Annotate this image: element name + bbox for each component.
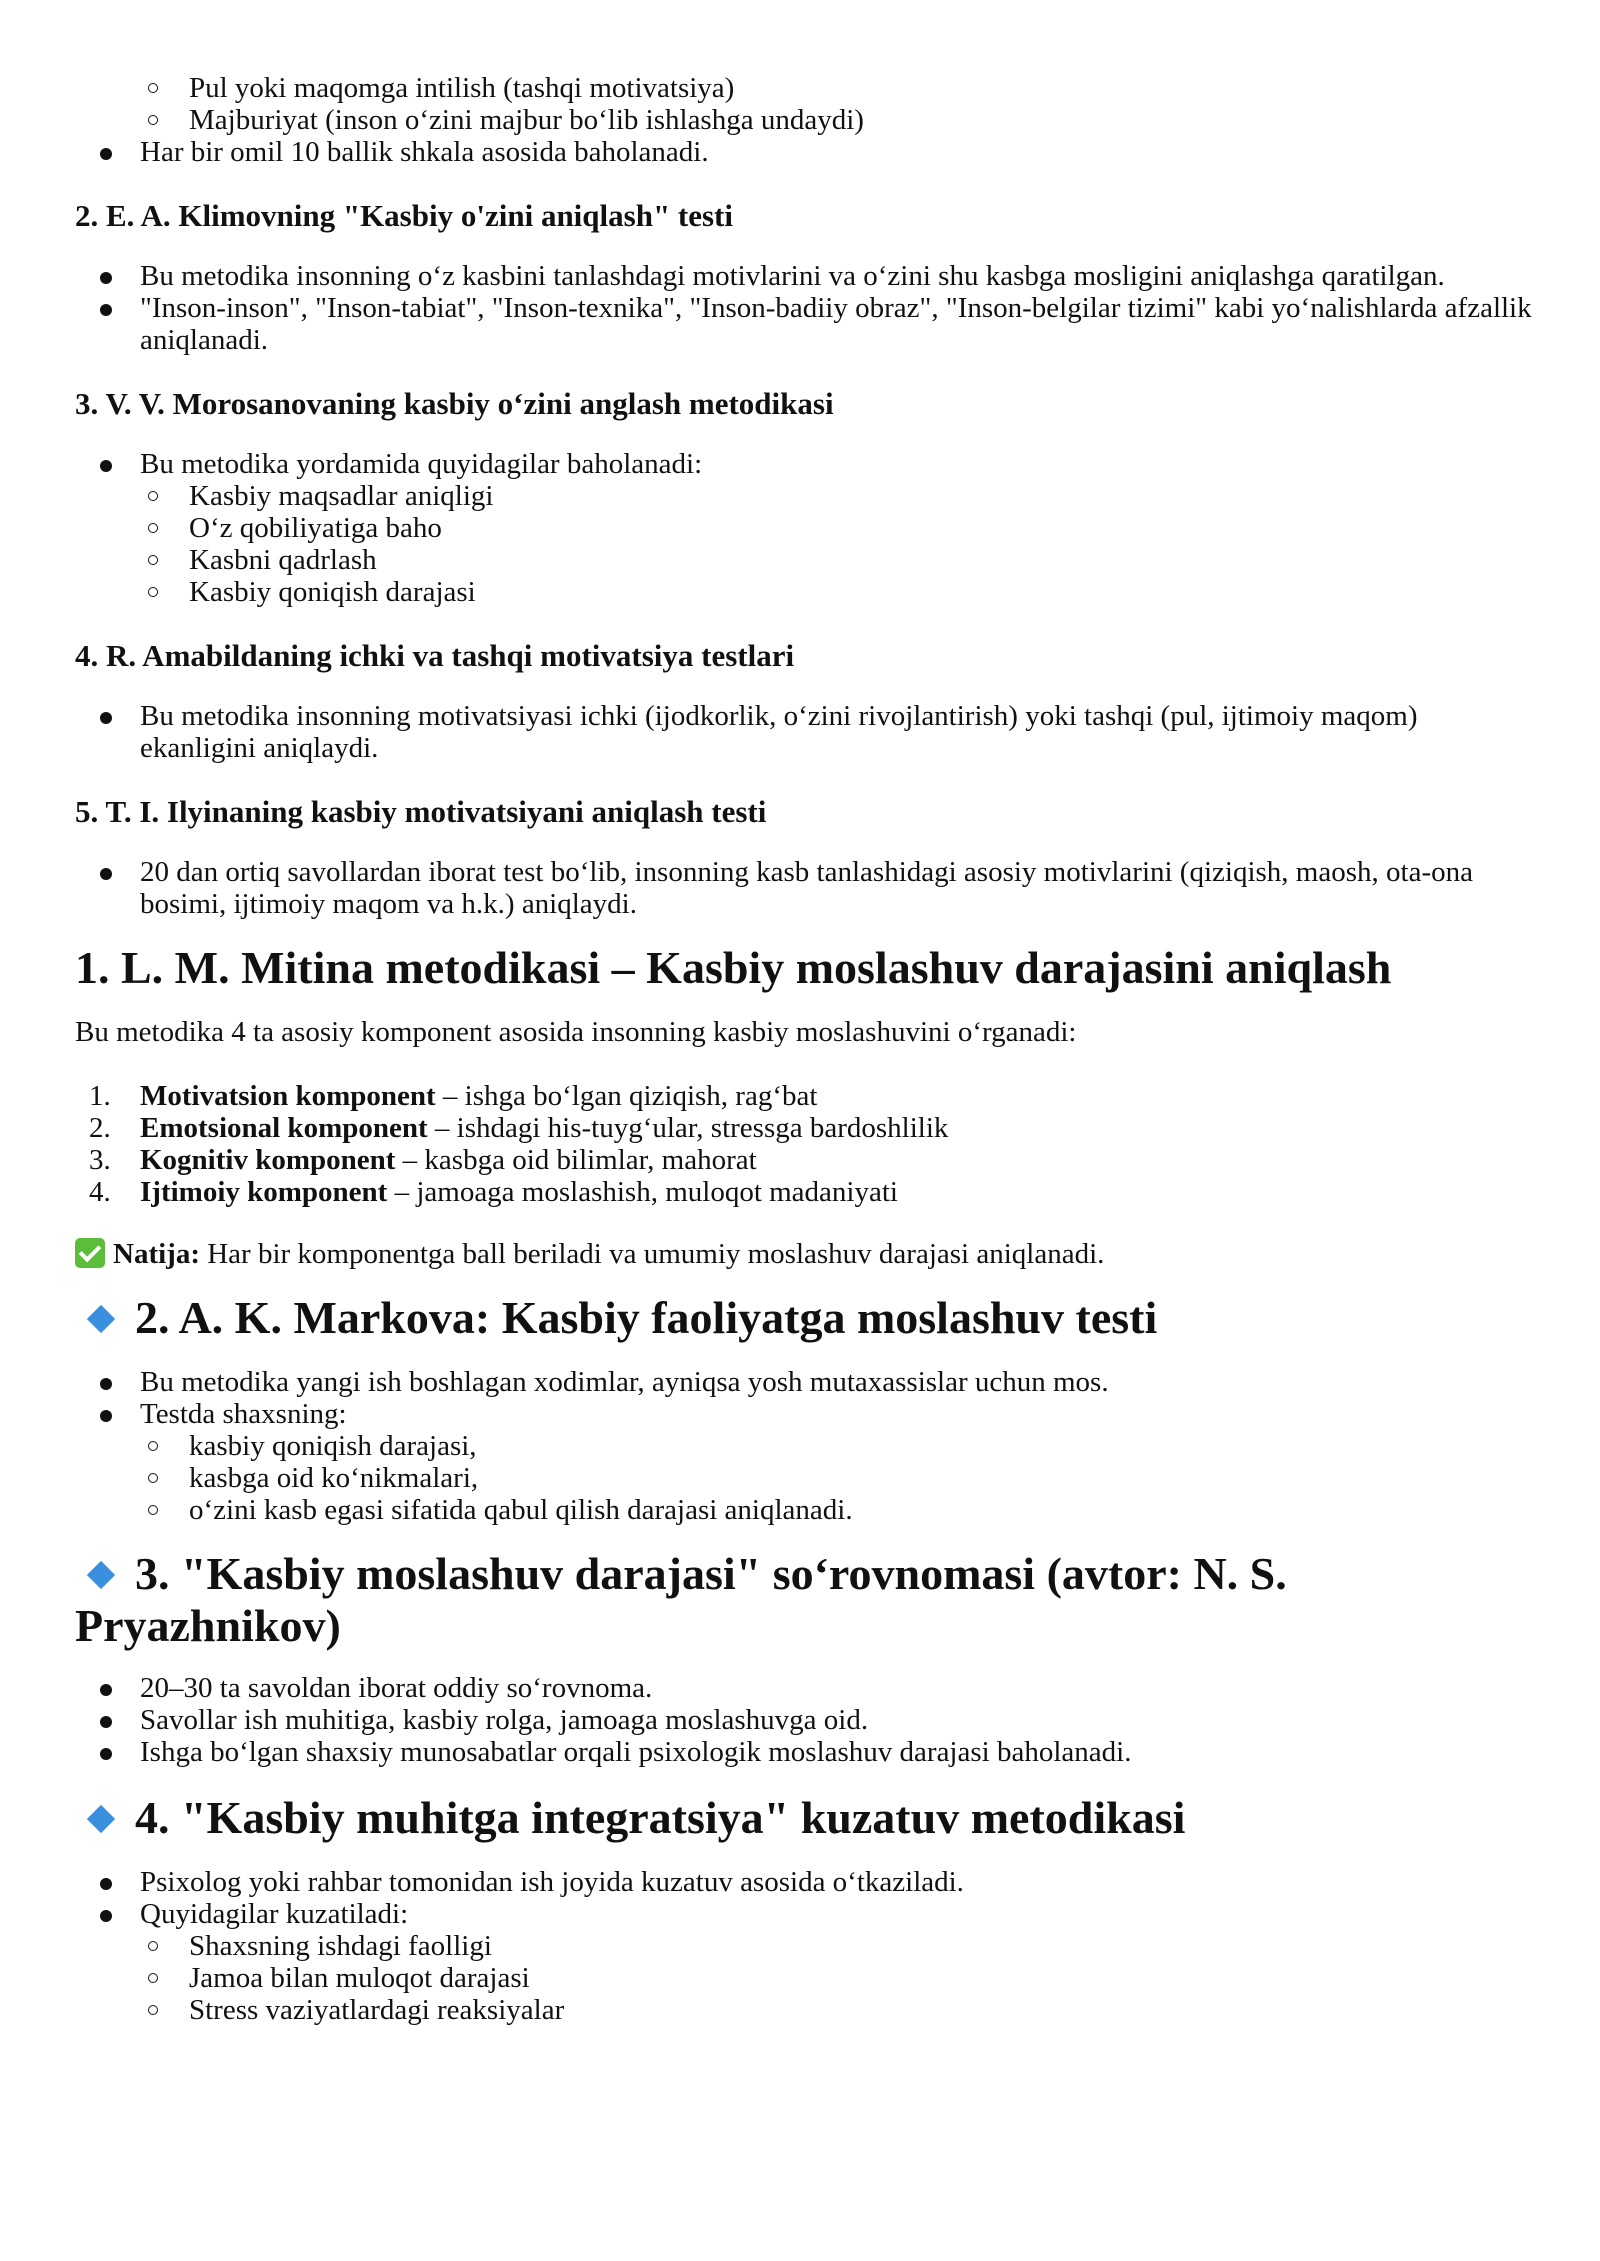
- list-item: Har bir omil 10 ballik shkala asosida baholanadi.: [75, 136, 1540, 168]
- diamond-icon: [87, 1561, 115, 1589]
- list-item: Psixolog yoki rahbar tomonidan ish joyida kuzatuv asosida o‘tkaziladi.: [75, 1866, 1540, 1898]
- list-number: 4.: [89, 1176, 111, 1208]
- list-item: Ishga bo‘lgan shaxsiy munosabatlar orqali psixologik moslashuv darajasi baholanadi.: [75, 1736, 1540, 1768]
- list-item: Kasbiy qoniqish darajasi: [75, 576, 1540, 608]
- list-number: 1.: [89, 1080, 111, 1112]
- component-term: Emotsional komponent: [140, 1112, 428, 1144]
- intro-list: [75, 136, 1540, 168]
- section-heading-markova: [75, 1292, 1540, 1344]
- result-label: Natija:: [113, 1238, 200, 1270]
- mitina-intro: Bu metodika 4 ta asosiy komponent asosida insonning kasbiy moslashuvini o‘rganadi:: [75, 1016, 1077, 1048]
- list-item: "Inson-inson", "Inson-tabiat", "Inson-texnika", "Inson-badiiy obraz", "Inson-belgilar tizimi" kabi yo‘nalishlarda afzallik aniqlanadi.: [75, 292, 1540, 356]
- list-item: Shaxsning ishdagi faolligi: [75, 1930, 1540, 1962]
- list-item: Jamoa bilan muloqot darajasi: [75, 1962, 1540, 1994]
- section-heading-mitina: 1. L. M. Mitina metodikasi – Kasbiy moslashuv darajasini aniqlash: [75, 942, 1392, 993]
- heading-text: 2. A. K. Markova: Kasbiy faoliyatga moslashuv testi: [135, 1292, 1158, 1343]
- list-item: Bu metodika insonning o‘z kasbini tanlashdagi motivlarini va o‘zini shu kasbga mosligini aniqlashga qaratilgan.: [75, 260, 1540, 292]
- pryazhnikov-list: [75, 1672, 1540, 1768]
- section-heading-klimov: 2. E. A. Klimovning "Kasbiy o'zini aniqlash" testi: [75, 198, 733, 233]
- heading-text-line2: Pryazhnikov): [75, 1600, 341, 1651]
- list-item: kasbga oid ko‘nikmalari,: [75, 1462, 1540, 1494]
- list-item: Savollar ish muhitiga, kasbiy rolga, jamoaga moslashuvga oid.: [75, 1704, 1540, 1736]
- list-item: Bu metodika yordamida quyidagilar baholanadi:: [75, 448, 1540, 480]
- mitina-components-list: [75, 1080, 1540, 1208]
- list-item: [75, 1176, 1540, 1208]
- heading-text: 3. "Kasbiy moslashuv darajasi" so‘rovnomasi (avtor: N. S.: [135, 1548, 1287, 1599]
- list-item: 20 dan ortiq savollardan iborat test bo‘lib, insonning kasb tanlashidagi asosiy motivlarini (qiziqish, maosh, ota-ona bosimi, ijtimoiy maqom va h.k.) aniqlaydi.: [75, 856, 1540, 920]
- mitina-result: [75, 1238, 1540, 1270]
- list-item: Majburiyat (inson o‘zini majbur bo‘lib ishlashga undaydi): [75, 104, 1540, 136]
- list-item: [75, 1112, 1540, 1144]
- list-item: Bu metodika yangi ish boshlagan xodimlar, ayniqsa yosh mutaxassislar uchun mos.: [75, 1366, 1540, 1398]
- markova-list: [75, 1366, 1540, 1430]
- intro-sublist: [75, 72, 1540, 136]
- klimov-list: [75, 260, 1540, 356]
- check-mark-icon: [75, 1238, 105, 1268]
- list-item: 20–30 ta savoldan iborat oddiy so‘rovnoma.: [75, 1672, 1540, 1704]
- list-item: kasbiy qoniqish darajasi,: [75, 1430, 1540, 1462]
- component-desc: – jamoaga moslashish, muloqot madaniyati: [387, 1176, 898, 1208]
- section-heading-ilyina: 5. T. I. Ilyinaning kasbiy motivatsiyani aniqlash testi: [75, 794, 767, 829]
- integration-sublist: [75, 1930, 1540, 2026]
- morosanova-sublist: [75, 480, 1540, 608]
- list-item: Kasbni qadrlash: [75, 544, 1540, 576]
- diamond-icon: [87, 1805, 115, 1833]
- section-heading-pryazhnikov: [75, 1548, 1540, 1652]
- list-item: Bu metodika insonning motivatsiyasi ichki (ijodkorlik, o‘zini rivojlantirish) yoki tashqi (pul, ijtimoiy maqom) ekanligini aniqlaydi.: [75, 700, 1540, 764]
- diamond-icon: [87, 1305, 115, 1333]
- list-item: Quyidagilar kuzatiladi:: [75, 1898, 1540, 1930]
- list-item: Stress vaziyatlardagi reaksiyalar: [75, 1994, 1540, 2026]
- list-number: 2.: [89, 1112, 111, 1144]
- section-heading-amabile: 4. R. Amabildaning ichki va tashqi motivatsiya testlari: [75, 638, 795, 673]
- list-item: Pul yoki maqomga intilish (tashqi motivatsiya): [75, 72, 1540, 104]
- list-item: Kasbiy maqsadlar aniqligi: [75, 480, 1540, 512]
- component-term: Motivatsion komponent: [140, 1080, 436, 1112]
- result-text: Har bir komponentga ball beriladi va umumiy moslashuv darajasi aniqlanadi.: [199, 1238, 1105, 1270]
- list-item: o‘zini kasb egasi sifatida qabul qilish darajasi aniqlanadi.: [75, 1494, 1540, 1526]
- integration-list: [75, 1866, 1540, 1930]
- ilyina-list: [75, 856, 1540, 920]
- list-item: [75, 1144, 1540, 1176]
- component-term: Ijtimoiy komponent: [140, 1176, 388, 1208]
- list-number: 3.: [89, 1144, 111, 1176]
- component-term: Kognitiv komponent: [140, 1144, 396, 1176]
- markova-sublist: [75, 1430, 1540, 1526]
- heading-text: 4. "Kasbiy muhitga integratsiya" kuzatuv metodikasi: [135, 1792, 1186, 1843]
- list-item: Testda shaxsning:: [75, 1398, 1540, 1430]
- component-desc: – kasbga oid bilimlar, mahorat: [395, 1144, 757, 1176]
- section-heading-morosanova: 3. V. V. Morosanovaning kasbiy o‘zini anglash metodikasi: [75, 386, 834, 421]
- component-desc: – ishdagi his-tuyg‘ular, stressga bardoshlilik: [427, 1112, 949, 1144]
- morosanova-list: [75, 448, 1540, 480]
- list-item: [75, 1080, 1540, 1112]
- amabile-list: [75, 700, 1540, 764]
- section-heading-integration: [75, 1792, 1540, 1844]
- component-desc: – ishga bo‘lgan qiziqish, rag‘bat: [435, 1080, 818, 1112]
- list-item: O‘z qobiliyatiga baho: [75, 512, 1540, 544]
